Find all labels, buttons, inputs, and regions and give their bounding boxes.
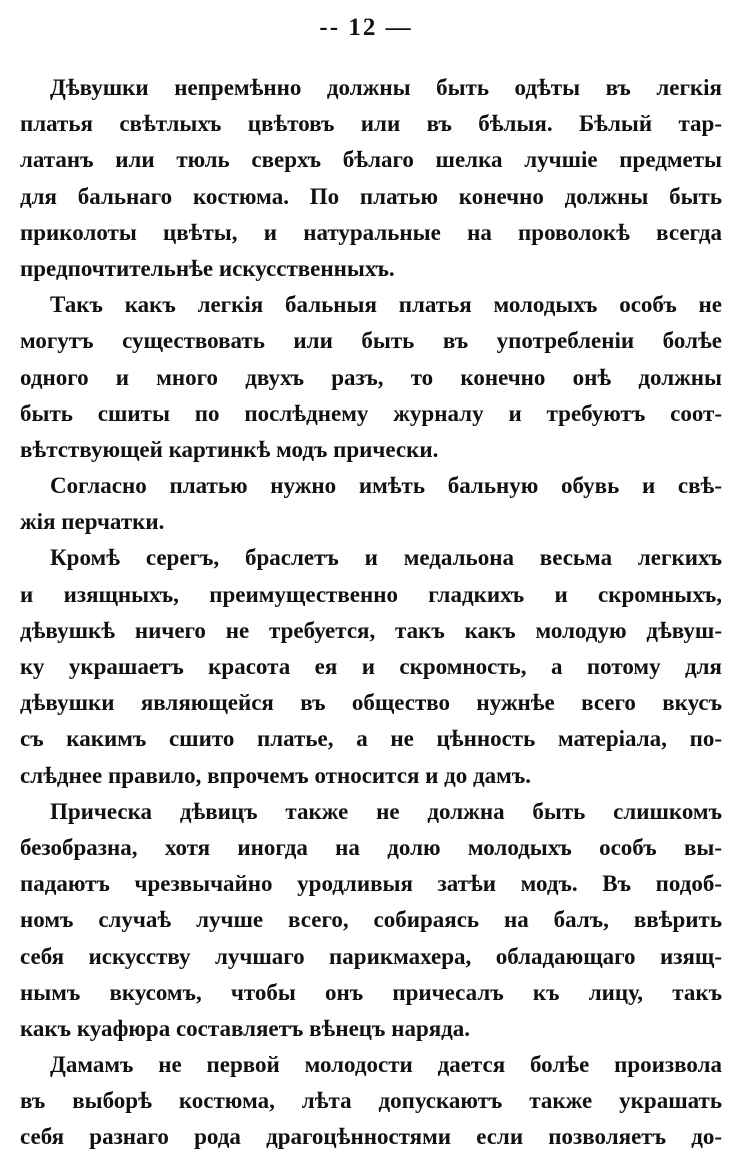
text-line: ку украшаетъ красота ея и скромность, а потому для — [20, 654, 722, 679]
text-line: для бальнаго костюма. По платью конечно должны быть — [20, 183, 722, 209]
text-line: нымъ вкусомъ, чтобы онъ причесалъ къ лицу, такъ — [20, 979, 722, 1005]
text-line: Дѣвушки непремѣнно должны быть одѣты въ легкія — [50, 75, 722, 100]
text-line: дѣвушки являющейся въ общество нужнѣе всего вкусъ — [20, 690, 722, 716]
text-line: вѣтствующей картинкѣ модъ прически. — [20, 436, 439, 462]
text-line: предпочтительнѣе искусственныхъ. — [20, 255, 395, 281]
text-line: жія перчатки. — [20, 509, 165, 535]
text-line: дѣвушкѣ ничего не требуется, такъ какъ молодую дѣвуш- — [20, 617, 722, 643]
text-line: съ какимъ сшито платье, а не цѣнность матеріала, по- — [20, 726, 722, 752]
text-line: и изящныхъ, преимущественно гладкихъ и скромныхъ, — [20, 581, 722, 607]
text-line: себя искусству лучшаго парикмахера, обладающаго изящ- — [20, 943, 722, 969]
text-line: въ выборѣ костюма, лѣта допускаютъ также украшать — [20, 1088, 722, 1114]
text-line: падаютъ чрезвычайно уродливыя затѣи модъ. Въ подоб- — [20, 871, 722, 897]
text-line: одного и много двухъ разъ, то конечно онѣ должны — [20, 364, 722, 390]
text-line: Прическа дѣвицъ также не должна быть слишкомъ — [50, 798, 722, 824]
text-line: безобразна, хотя иногда на долю молодыхъ особъ вы- — [20, 834, 722, 860]
text-line: платья свѣтлыхъ цвѣтовъ или въ бѣлыя. Бѣлый тар- — [20, 111, 722, 137]
text-line: номъ случаѣ лучше всего, собираясь на балъ, ввѣрить — [20, 907, 722, 933]
text-line: слѣднее правило, впрочемъ относится и до дамъ. — [20, 762, 531, 788]
text-line: Кромѣ серегъ, браслетъ и медальона весьма легкихъ — [50, 545, 722, 571]
text-line: могутъ существовать или быть въ употребленіи болѣе — [20, 328, 722, 354]
page-number: -- 12 — — [319, 14, 413, 41]
body-text — [20, 70, 722, 1156]
text-line: быть сшиты по послѣднему журналу и требуютъ соот- — [20, 400, 722, 426]
text-line: какъ куафюра составляетъ вѣнецъ наряда. — [20, 1015, 471, 1041]
text-line: Такъ какъ легкія бальныя платья молодыхъ особъ не — [50, 292, 722, 318]
text-line: латанъ или тюль сверхъ бѣлаго шелка лучшіе предметы — [20, 147, 722, 173]
text-line: Дамамъ не первой молодости дается болѣе произвола — [50, 1052, 722, 1078]
text-line: приколоты цвѣты, и натуральные на проволокѣ всегда — [20, 219, 722, 245]
text-line: Согласно платью нужно имѣть бальную обувь и свѣ- — [50, 473, 722, 499]
text-line: себя разнаго рода драгоцѣнностями если позволяетъ до- — [20, 1124, 722, 1150]
